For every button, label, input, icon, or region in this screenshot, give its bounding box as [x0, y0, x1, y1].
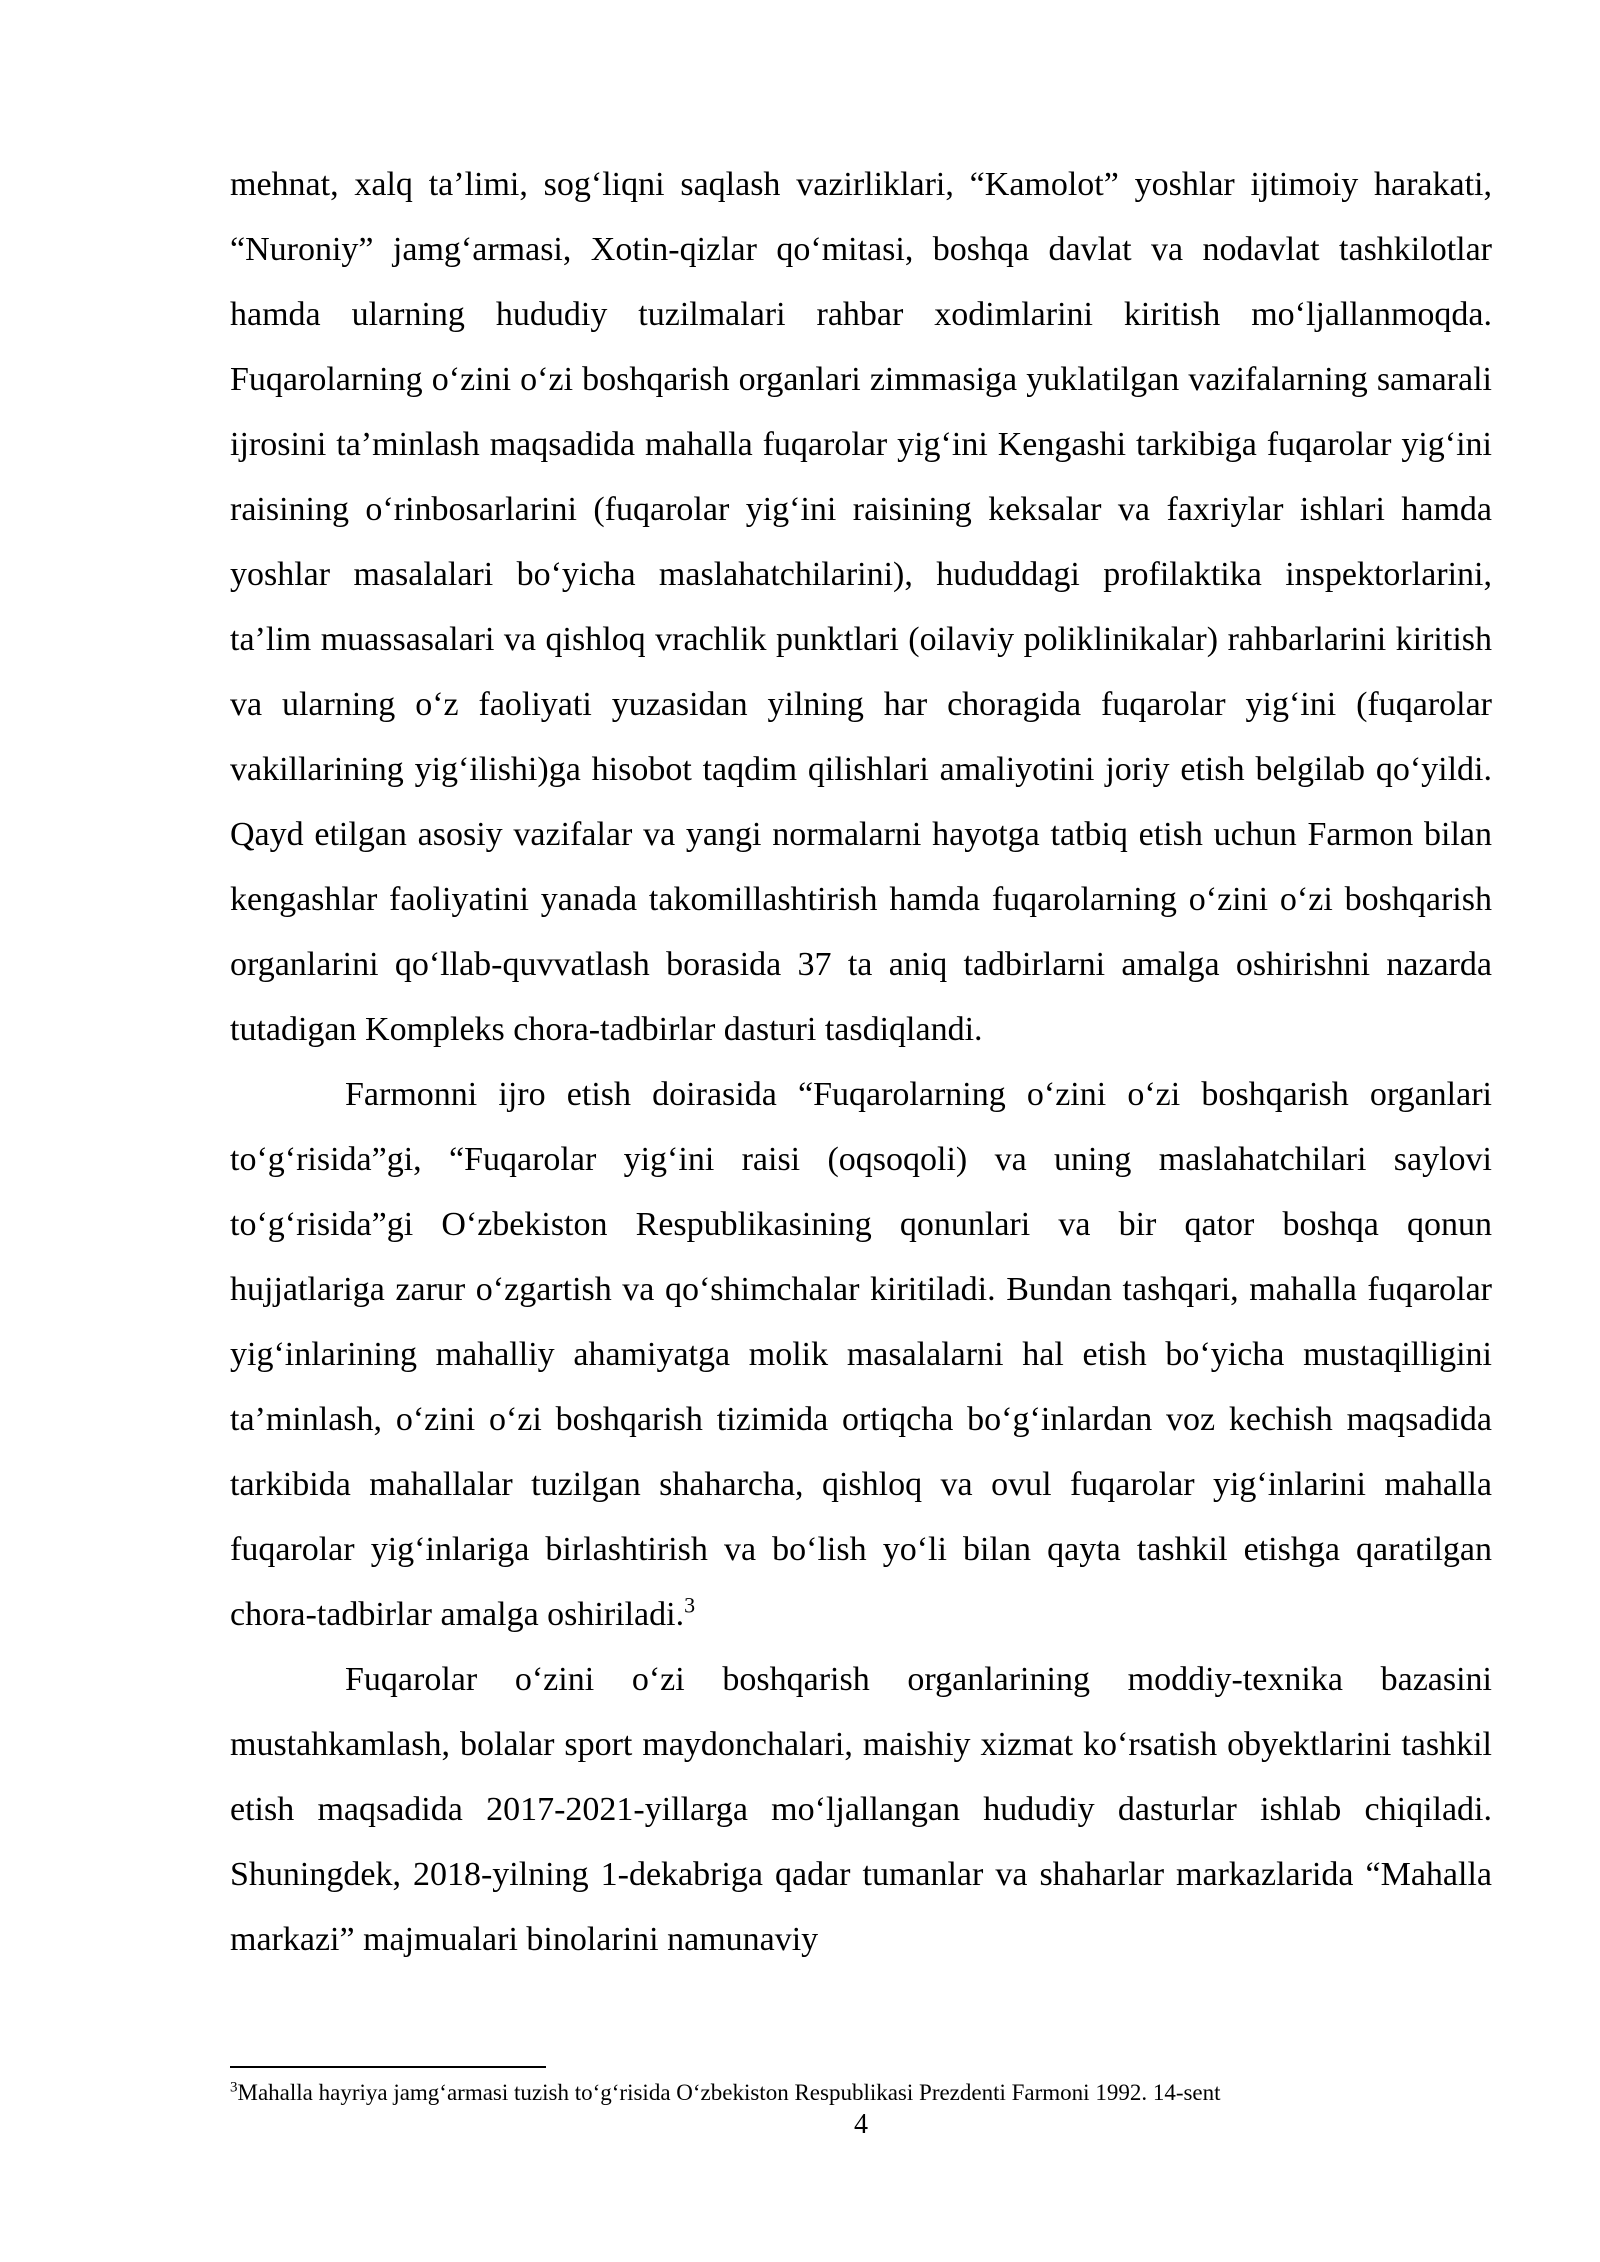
page-number: 4 — [854, 2109, 868, 2140]
footnote — [230, 2078, 1492, 2108]
paragraph-2-text: Farmonni ijro etish doirasida “Fuqarolarning o‘zini o‘zi boshqarish organlari to‘g‘risida”gi, “Fuqarolar yig‘ini raisi (oqsoqoli) va uning maslahatchilari saylovi to‘g‘risida”gi O‘zbekiston Respublikasining qonunlari va bir qator boshqa qonun hujjatlariga zarur o‘zgartish va qo‘shimchalar kiritiladi. Bundan tashqari, mahalla fuqarolar yig‘inlarining mahalliy ahamiyatga molik masalalarni hal etish bo‘yicha mustaqilligini ta’minlash, o‘zini o‘zi boshqarish tizimida ortiqcha bo‘g‘inlardan voz kechish maqsadida tarkibida mahallalar tuzilgan shaharcha, qishloq va ovul fuqarolar yig‘inlarini mahalla fuqarolar yig‘inlariga birlashtirish va bo‘lish yo‘li bilan qayta tashkil etishga qaratilgan chora-tadbirlar amalga oshiriladi. — [230, 1076, 1492, 1633]
paragraph-3 — [230, 1647, 1492, 1972]
body-text — [230, 152, 1492, 1972]
paragraph-3-text: Fuqarolar o‘zini o‘zi boshqarish organlarining moddiy-texnika bazasini mustahkamlash, bolalar sport maydonchalari, maishiy xizmat ko‘rsatish obyektlarini tashkil etish maqsadida 2017-2021-yillarga mo‘ljallangan hududiy dasturlar ishlab chiqiladi. Shuningdek, 2018-yilning 1-dekabriga qadar tumanlar va shaharlar markazlarida “Mahalla markazi” majmualari binolarini namunaviy — [230, 1661, 1492, 1958]
footnote-separator — [230, 2066, 546, 2068]
footnote-text: Mahalla hayriya jamg‘armasi tuzish to‘g‘risida O‘zbekiston Respublikasi Prezdenti Farmoni 1992. 14-sent — [237, 2080, 1221, 2105]
footnote-number: 3 — [230, 2079, 238, 2096]
paragraph-1-text: mehnat, xalq ta’limi, sog‘liqni saqlash vazirliklari, “Kamolot” yoshlar ijtimoiy harakati, “Nuroniy” jamg‘armasi, Xotin-qizlar qo‘mitasi, boshqa davlat va nodavlat tashkilotlar hamda ularning hududiy tuzilmalari rahbar xodimlarini kiritish mo‘ljallanmoqda. Fuqarolarning o‘zini o‘zi boshqarish organlari zimmasiga yuklatilgan vazifalarning samarali ijrosini ta’minlash maqsadida mahalla fuqarolar yig‘ini Kengashi tarkibiga fuqarolar yig‘ini raisining o‘rinbosarlarini (fuqarolar yig‘ini raisining keksalar va faxriylar ishlari hamda yoshlar masalalari bo‘yicha maslahatchilarini), hududdagi profilaktika inspektorlarini, ta’lim muassasalari va qishloq vrachlik punktlari (oilaviy poliklinikalar) rahbarlarini kiritish va ularning o‘z faoliyati yuzasidan yilning har choragida fuqarolar yig‘ini (fuqarolar vakillarining yig‘ilishi)ga hisobot taqdim qilishlari amaliyotini joriy etish belgilab qo‘yildi. Qayd etilgan asosiy vazifalar va yangi normalarni hayotga tatbiq etish uchun Farmon bilan kengashlar faoliyatini yanada takomillashtirish hamda fuqarolarning o‘zini o‘zi boshqarish organlarini qo‘llab-quvvatlash borasida 37 ta aniq tadbirlarni amalga oshirishni nazarda tutadigan Kompleks chora-tadbirlar dasturi tasdiqlandi. — [230, 166, 1492, 1048]
footnote-reference: 3 — [684, 1592, 696, 1618]
paragraph-1 — [230, 152, 1492, 1062]
paragraph-2 — [230, 1062, 1492, 1647]
